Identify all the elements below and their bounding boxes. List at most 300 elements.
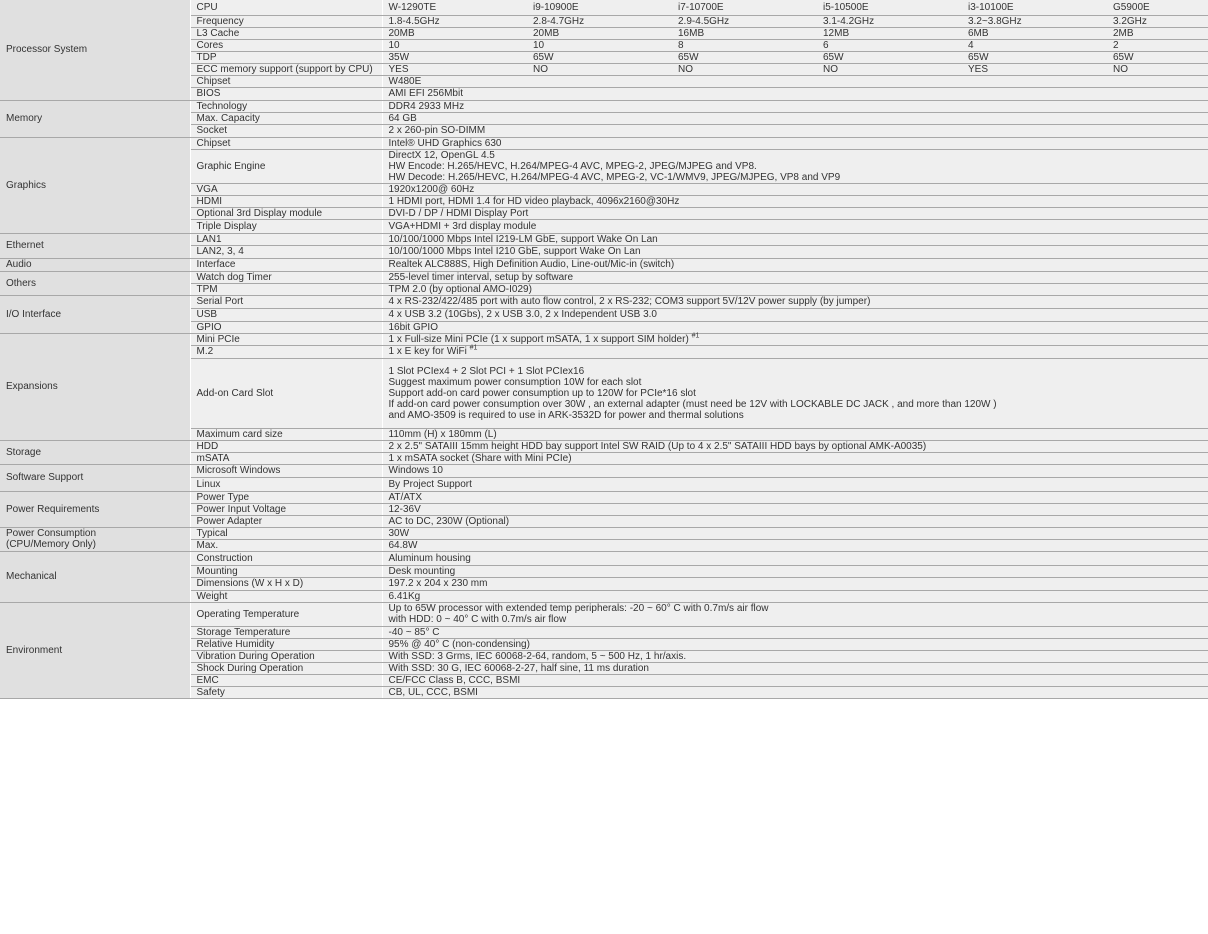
- category-label: Processor System: [6, 44, 88, 56]
- spec-label-cell: [190, 638, 382, 650]
- spec-value: 30W: [388, 527, 410, 539]
- spec-label-cell: [190, 149, 382, 183]
- spec-value: 2 x 2.5" SATAIII 15mm height HDD bay support Intel SW RAID (Up to 4 x 2.5" SATAIII HDD bays by optional AMK-A0035): [388, 440, 927, 452]
- spec-value-cell: [382, 503, 1208, 515]
- spec-label-cell: [190, 137, 382, 149]
- spec-value-cell: [382, 112, 1208, 124]
- cpu-value-cell: [1107, 39, 1208, 51]
- spec-value-cell: [382, 100, 1208, 112]
- spec-label: Vibration During Operation: [196, 650, 315, 662]
- cpu-value-cell: [962, 27, 1107, 39]
- spec-label: Storage Temperature: [196, 626, 291, 638]
- spec-value: 16bit GPIO: [388, 321, 438, 333]
- spec-label: Dimensions (W x H x D): [196, 578, 304, 589]
- spec-label: USB: [196, 309, 218, 320]
- category-cell: [0, 100, 190, 137]
- spec-value-cell: [382, 491, 1208, 503]
- spec-row: [0, 137, 1208, 149]
- cpu-value: 8: [678, 39, 684, 51]
- cpu-value-cell: [817, 39, 962, 51]
- spec-value: With SSD: 3 Grms, IEC 60068-2-64, random, 5 ~ 500 Hz, 1 hr/axis.: [388, 650, 687, 662]
- cpu-value-cell: [817, 0, 962, 15]
- spec-value: 4 x USB 3.2 (10Gbs), 2 x USB 3.0, 2 x Independent USB 3.0: [388, 309, 657, 320]
- cpu-value-cell: [1107, 15, 1208, 27]
- spec-value-cell: [382, 124, 1208, 137]
- spec-label-cell: [190, 565, 382, 577]
- spec-label: Cores: [196, 39, 224, 51]
- spec-value: 12-36V: [388, 503, 421, 515]
- cpu-value-cell: [1107, 27, 1208, 39]
- cpu-value: i5-10500E: [823, 1, 869, 13]
- cpu-value: i3-10100E: [968, 1, 1014, 13]
- spec-label-cell: [190, 539, 382, 551]
- spec-value: Desk mounting: [388, 565, 456, 577]
- footnote-mark: #1: [691, 332, 700, 340]
- category-cell: [0, 137, 190, 233]
- spec-value: CB, UL, CCC, BSMI: [388, 686, 478, 698]
- category-cell: [0, 491, 190, 527]
- spec-label-cell: [190, 245, 382, 258]
- cpu-value: 65W: [823, 51, 844, 63]
- spec-label: LAN1: [196, 233, 222, 245]
- cpu-value: 10: [388, 39, 400, 51]
- cpu-value: NO: [823, 63, 838, 75]
- cpu-value: 2.9-4.5GHz: [678, 15, 730, 27]
- spec-row: [0, 491, 1208, 503]
- spec-value-cell: [382, 638, 1208, 650]
- spec-row: [0, 333, 1208, 345]
- spec-value: By Project Support: [388, 478, 472, 490]
- cpu-value-cell: [382, 0, 527, 15]
- spec-label-cell: [190, 333, 382, 345]
- spec-label: HDMI: [196, 195, 223, 207]
- spec-label-cell: [190, 358, 382, 428]
- category-label: Storage: [6, 446, 42, 458]
- spec-value: Realtek ALC888S, High Definition Audio, Line-out/Mic-in (switch): [388, 259, 675, 270]
- cpu-value: 2MB: [1113, 27, 1134, 39]
- spec-value-cell: [382, 539, 1208, 551]
- spec-label: Serial Port: [196, 296, 244, 307]
- spec-label: Typical: [196, 527, 228, 539]
- cpu-value-cell: [527, 63, 672, 75]
- spec-row: [0, 0, 1208, 15]
- spec-value-line: HW Decode: H.265/HEVC, H.264/MPEG-4 AVC, MPEG-2, VC-1/WMV9, JPEG/MJPEG, VP8 and VP9: [388, 171, 841, 183]
- spec-label: Mounting: [196, 565, 238, 577]
- spec-label-cell: [190, 183, 382, 195]
- cpu-value: 65W: [678, 51, 699, 63]
- spec-value: 1 x E key for WiFi: [388, 346, 467, 357]
- spec-label: Triple Display: [196, 220, 257, 232]
- spec-label: Power Adapter: [196, 515, 263, 527]
- cpu-value-cell: [817, 63, 962, 75]
- cpu-value-cell: [962, 15, 1107, 27]
- category-label: Environment: [6, 644, 63, 656]
- category-label: Power Consumption: [6, 528, 97, 539]
- cpu-value-cell: [527, 15, 672, 27]
- cpu-value-cell: [817, 15, 962, 27]
- spec-label: Add-on Card Slot: [196, 387, 274, 399]
- cpu-value-cell: [382, 15, 527, 27]
- spec-label-cell: [190, 515, 382, 527]
- cpu-value: 2.8-4.7GHz: [533, 15, 585, 27]
- category-cell: [0, 258, 190, 271]
- spec-value-cell: [382, 137, 1208, 149]
- cpu-value-cell: [962, 51, 1107, 63]
- spec-label-cell: [190, 321, 382, 333]
- cpu-value-cell: [962, 0, 1107, 15]
- spec-label: Socket: [196, 125, 228, 136]
- spec-value: 95% @ 40° C (non-condensing): [388, 638, 530, 650]
- cpu-value-cell: [672, 15, 817, 27]
- spec-value: With SSD: 30 G, IEC 60068-2-27, half sine, 11 ms duration: [388, 662, 649, 674]
- spec-value: W480E: [388, 75, 422, 87]
- spec-value: TPM 2.0 (by optional AMO-I029): [388, 283, 532, 295]
- cpu-value-cell: [382, 51, 527, 63]
- category-label: Software Support: [6, 472, 84, 483]
- spec-label-cell: [190, 662, 382, 674]
- spec-label-cell: [190, 283, 382, 295]
- spec-label: TPM: [196, 283, 218, 295]
- spec-value-cell: [382, 662, 1208, 674]
- cpu-value-cell: [527, 39, 672, 51]
- spec-value-line: with HDD: 0 ~ 40° C with 0.7m/s air flow: [388, 614, 567, 625]
- spec-label: L3 Cache: [196, 27, 240, 39]
- spec-row: [0, 464, 1208, 477]
- spec-label-cell: [190, 124, 382, 137]
- spec-label-cell: [190, 195, 382, 207]
- cpu-value: YES: [968, 63, 989, 75]
- spec-row: [0, 527, 1208, 539]
- cpu-value: i7-10700E: [678, 1, 724, 13]
- cpu-value-cell: [672, 51, 817, 63]
- spec-label: VGA: [196, 183, 218, 195]
- spec-value-line: If add-on card power consumption over 30W , an external adapter (must need be 12V with LOCKABLE DC JACK , and more than 120W ): [388, 398, 997, 410]
- cpu-value-cell: [1107, 0, 1208, 15]
- cpu-value: YES: [388, 63, 409, 75]
- spec-label-cell: [190, 452, 382, 464]
- spec-row: [0, 233, 1208, 245]
- spec-value-cell: [382, 527, 1208, 539]
- spec-label: Mini PCIe: [196, 333, 240, 345]
- cpu-value: 65W: [533, 51, 554, 63]
- spec-label-cell: [190, 271, 382, 283]
- spec-value-line: DirectX 12, OpenGL 4.5: [388, 149, 495, 161]
- spec-value-cell: [382, 590, 1208, 602]
- spec-label: Relative Humidity: [196, 638, 275, 650]
- cpu-value-cell: [672, 0, 817, 15]
- category-label: Memory: [6, 113, 43, 124]
- spec-row: [0, 602, 1208, 626]
- cpu-value-cell: [672, 27, 817, 39]
- spec-value: 1 HDMI port, HDMI 1.4 for HD video playback, 4096x2160@30Hz: [388, 195, 680, 207]
- spec-label: Power Input Voltage: [196, 503, 287, 515]
- spec-value: -40 ~ 85° C: [388, 626, 440, 638]
- spec-label-cell: [190, 491, 382, 503]
- spec-value: 64.8W: [388, 539, 418, 551]
- footnote-mark: #1: [469, 344, 478, 352]
- category-cell: [0, 440, 190, 464]
- spec-label-cell: [190, 207, 382, 219]
- spec-row: [0, 295, 1208, 308]
- spec-label: Linux: [196, 478, 221, 490]
- spec-value-cell: [382, 602, 1208, 626]
- spec-label: Microsoft Windows: [196, 465, 281, 476]
- spec-value-cell: [382, 183, 1208, 195]
- spec-label-cell: [190, 477, 382, 491]
- cpu-value-cell: [382, 27, 527, 39]
- cpu-value: 35W: [388, 51, 410, 63]
- spec-label-cell: [190, 100, 382, 112]
- spec-value-cell: [382, 551, 1208, 565]
- category-label: Audio: [6, 259, 32, 270]
- spec-row: [0, 271, 1208, 283]
- spec-label-cell: [190, 308, 382, 321]
- spec-label-cell: [190, 258, 382, 271]
- spec-value: 10/100/1000 Mbps Intel I210 GbE, support Wake On Lan: [388, 246, 641, 257]
- spec-value: 10/100/1000 Mbps Intel I219-LM GbE, support Wake On Lan: [388, 233, 658, 245]
- spec-label-cell: [190, 527, 382, 539]
- cpu-value: 2: [1113, 39, 1119, 51]
- spec-value-line: Support add-on card power consumption up to 120W for PCIe*16 slot: [388, 387, 696, 399]
- spec-value-cell: [382, 650, 1208, 662]
- spec-value: 2 x 260-pin SO-DIMM: [388, 125, 486, 136]
- spec-value-cell: [382, 87, 1208, 100]
- cpu-value: G5900E: [1113, 1, 1150, 13]
- spec-label-cell: [190, 577, 382, 590]
- cpu-value-cell: [962, 39, 1107, 51]
- spec-value: 6.41Kg: [388, 590, 421, 602]
- spec-label: Optional 3rd Display module: [196, 207, 323, 219]
- spec-value: 1 x Full-size Mini PCIe (1 x support mSATA, 1 x support SIM holder): [388, 333, 689, 345]
- spec-value: Aluminum housing: [388, 552, 471, 564]
- spec-label-cell: [190, 602, 382, 626]
- cpu-value-cell: [527, 51, 672, 63]
- spec-label: CPU: [196, 1, 218, 13]
- cpu-value: W-1290TE: [388, 1, 437, 13]
- cpu-value: NO: [533, 63, 548, 75]
- spec-value: DVI-D / DP / HDMI Display Port: [388, 207, 529, 219]
- cpu-value: 12MB: [823, 27, 850, 39]
- spec-label: GPIO: [196, 321, 222, 333]
- cpu-value: 6MB: [968, 27, 989, 39]
- category-cell: [0, 333, 190, 440]
- spec-row: [0, 100, 1208, 112]
- spec-label: Power Type: [196, 491, 250, 503]
- cpu-value: i9-10900E: [533, 1, 579, 13]
- spec-value-cell: [382, 245, 1208, 258]
- spec-value: CE/FCC Class B, CCC, BSMI: [388, 674, 521, 686]
- spec-value: AMI EFI 256Mbit: [388, 88, 463, 99]
- spec-value: Windows 10: [388, 465, 443, 476]
- cpu-value: 1.8-4.5GHz: [388, 15, 440, 27]
- spec-row: [0, 551, 1208, 565]
- category-cell: [0, 527, 190, 551]
- spec-label: Technology: [196, 100, 248, 112]
- spec-label-cell: [190, 27, 382, 39]
- spec-label-cell: [190, 233, 382, 245]
- cpu-value: NO: [1113, 63, 1128, 75]
- spec-value-cell: [382, 565, 1208, 577]
- spec-value-cell: [382, 258, 1208, 271]
- cpu-value: 20MB: [388, 27, 415, 39]
- cpu-value: 65W: [968, 51, 989, 63]
- spec-value-cell: [382, 75, 1208, 87]
- cpu-value: 20MB: [533, 27, 560, 39]
- cpu-value-cell: [817, 27, 962, 39]
- category-cell: [0, 0, 190, 100]
- spec-value: 1920x1200@ 60Hz: [388, 183, 475, 195]
- spec-label-cell: [190, 551, 382, 565]
- spec-value-cell: [382, 358, 1208, 428]
- spec-label-cell: [190, 87, 382, 100]
- spec-value: 64 GB: [388, 112, 417, 124]
- cpu-value-cell: [1107, 63, 1208, 75]
- spec-value-cell: [382, 308, 1208, 321]
- spec-value: AT/ATX: [388, 491, 423, 503]
- spec-label: Graphic Engine: [196, 160, 266, 172]
- spec-label: Construction: [196, 552, 253, 564]
- cpu-value: 16MB: [678, 27, 705, 39]
- cpu-value-cell: [382, 39, 527, 51]
- spec-value-cell: [382, 452, 1208, 464]
- spec-value-cell: [382, 686, 1208, 698]
- spec-value-cell: [382, 577, 1208, 590]
- category-cell: [0, 551, 190, 602]
- category-cell: [0, 464, 190, 491]
- category-cell: [0, 233, 190, 258]
- spec-label: TDP: [196, 51, 217, 63]
- category-cell: [0, 295, 190, 333]
- spec-value-cell: [382, 207, 1208, 219]
- spec-value-cell: [382, 295, 1208, 308]
- spec-label-cell: [190, 15, 382, 27]
- spec-value-cell: [382, 219, 1208, 233]
- spec-value: AC to DC, 230W (Optional): [388, 515, 510, 527]
- spec-value-line: Suggest maximum power consumption 10W for each slot: [388, 376, 642, 388]
- spec-label: Maximum card size: [196, 428, 283, 440]
- spec-label-cell: [190, 674, 382, 686]
- category-label: (CPU/Memory Only): [6, 539, 97, 550]
- spec-label-cell: [190, 39, 382, 51]
- spec-label: Frequency: [196, 15, 244, 27]
- cpu-value-cell: [382, 63, 527, 75]
- spec-label: BIOS: [196, 88, 221, 99]
- spec-label-cell: [190, 428, 382, 440]
- category-label: Graphics: [6, 179, 47, 191]
- spec-label: Chipset: [196, 75, 231, 87]
- spec-row: [0, 440, 1208, 452]
- spec-label-cell: [190, 0, 382, 15]
- spec-value-cell: [382, 333, 1208, 345]
- category-label: Mechanical: [6, 571, 57, 582]
- cpu-value-cell: [1107, 51, 1208, 63]
- spec-row: [0, 258, 1208, 271]
- spec-label: LAN2, 3, 4: [196, 246, 244, 257]
- spec-label: HDD: [196, 440, 219, 452]
- spec-value-cell: [382, 233, 1208, 245]
- cpu-value-cell: [527, 0, 672, 15]
- spec-label-cell: [190, 590, 382, 602]
- spec-label-cell: [190, 686, 382, 698]
- category-label: Power Requirements: [6, 503, 100, 515]
- spec-value-cell: [382, 515, 1208, 527]
- cpu-value: NO: [678, 63, 693, 75]
- spec-value-cell: [382, 428, 1208, 440]
- spec-value: 255-level timer interval, setup by software: [388, 271, 574, 283]
- spec-value-cell: [382, 195, 1208, 207]
- spec-label: Interface: [196, 259, 236, 270]
- spec-value-line: HW Encode: H.265/HEVC, H.264/MPEG-4 AVC, MPEG-2, JPEG/MJPEG and VP8.: [388, 160, 757, 172]
- cpu-value-cell: [672, 39, 817, 51]
- cpu-value-cell: [527, 27, 672, 39]
- spec-label: Safety: [196, 686, 225, 698]
- spec-value: 4 x RS-232/422/485 port with auto flow control, 2 x RS-232; COM3 support 5V/12V power supply (by jumper): [388, 296, 871, 307]
- cpu-value: 3.2GHz: [1113, 15, 1147, 27]
- cpu-value-cell: [672, 63, 817, 75]
- spec-label: ECC memory support (support by CPU): [196, 63, 373, 75]
- spec-label-cell: [190, 63, 382, 75]
- cpu-value: 4: [968, 39, 974, 51]
- category-label: I/O Interface: [6, 308, 62, 320]
- spec-value-cell: [382, 283, 1208, 295]
- spec-label: Weight: [196, 590, 228, 602]
- spec-label: Chipset: [196, 137, 231, 149]
- spec-label-cell: [190, 75, 382, 87]
- spec-value-cell: [382, 149, 1208, 183]
- spec-value: Intel® UHD Graphics 630: [388, 137, 502, 149]
- spec-value: VGA+HDMI + 3rd display module: [388, 220, 537, 232]
- spec-label-cell: [190, 440, 382, 452]
- spec-value-line: Up to 65W processor with extended temp peripherals: -20 ~ 60° C with 0.7m/s air flow: [388, 603, 769, 614]
- spec-label: Shock During Operation: [196, 662, 304, 674]
- spec-label-cell: [190, 112, 382, 124]
- spec-value-cell: [382, 477, 1208, 491]
- category-cell: [0, 271, 190, 295]
- spec-label: Watch dog Timer: [196, 271, 272, 283]
- spec-label-cell: [190, 464, 382, 477]
- spec-value: 110mm (H) x 180mm (L): [388, 428, 497, 440]
- spec-value-cell: [382, 440, 1208, 452]
- spec-label-cell: [190, 650, 382, 662]
- spec-value-cell: [382, 464, 1208, 477]
- spec-value-line: 1 Slot PCIex4 + 2 Slot PCI + 1 Slot PCIex16: [388, 365, 585, 377]
- cpu-value: 10: [533, 39, 545, 51]
- spec-label-cell: [190, 219, 382, 233]
- spec-label-cell: [190, 503, 382, 515]
- spec-value-cell: [382, 321, 1208, 333]
- cpu-value: 3.2~3.8GHz: [968, 15, 1022, 27]
- spec-label-cell: [190, 626, 382, 638]
- spec-label: mSATA: [196, 452, 230, 464]
- spec-value-cell: [382, 674, 1208, 686]
- cpu-value: 6: [823, 39, 829, 51]
- cpu-value: 3.1-4.2GHz: [823, 15, 875, 27]
- spec-label-cell: [190, 51, 382, 63]
- category-label: Expansions: [6, 381, 58, 392]
- category-label: Ethernet: [6, 240, 44, 251]
- spec-value: DDR4 2933 MHz: [388, 100, 465, 112]
- spec-label: EMC: [196, 674, 219, 686]
- spec-value-cell: [382, 271, 1208, 283]
- category-label: Others: [6, 277, 37, 289]
- spec-value: 1 x mSATA socket (Share with Mini PCIe): [388, 452, 572, 464]
- spec-value-cell: [382, 626, 1208, 638]
- spec-value-line: and AMO-3509 is required to use in ARK-3532D for power and thermal solutions: [388, 409, 744, 421]
- spec-label: Max.: [196, 539, 219, 551]
- spec-label: Operating Temperature: [196, 608, 300, 620]
- spec-label-cell: [190, 295, 382, 308]
- spec-label: Max. Capacity: [196, 112, 260, 124]
